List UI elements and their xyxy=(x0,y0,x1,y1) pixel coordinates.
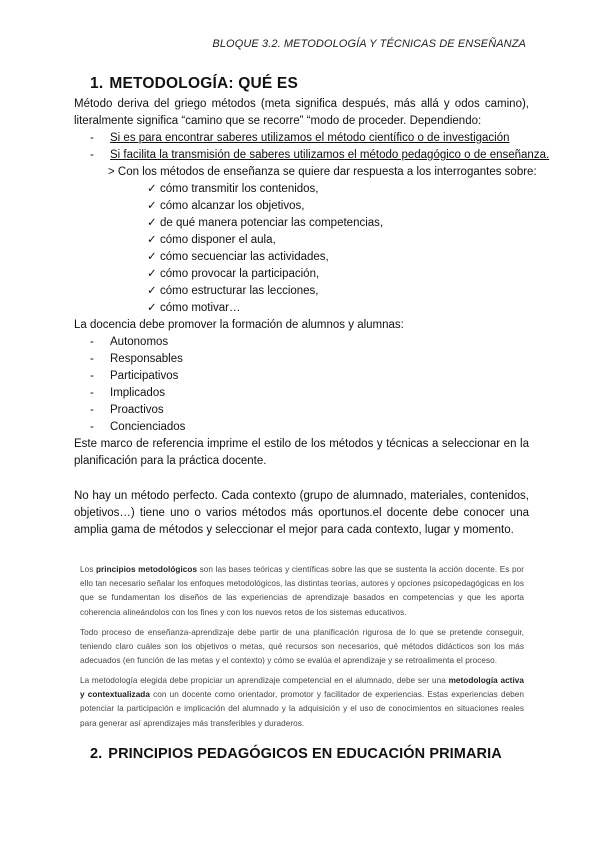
section-1-title: METODOLOGÍA: QUÉ ES xyxy=(109,75,298,92)
question-text: cómo alcanzar los objetivos, xyxy=(160,200,305,212)
qualities-list xyxy=(90,334,185,436)
checkmark-icon: ✓ xyxy=(147,234,157,246)
excerpt-text: Los xyxy=(80,565,96,574)
conditions-list xyxy=(90,130,549,164)
marco-paragraph: Este marco de referencia imprime el estilo de los métodos y técnicas a seleccionar en la planificación para la práctica docente. xyxy=(74,438,529,467)
list-item xyxy=(147,215,383,232)
no-hay-paragraph: No hay un método perfecto. Cada contexto (grupo de alumnado, materiales, contenidos, objetivos…) tiene uno o varios métodos más oportunos.el docente debe conocer una amplia gama de métodos y seleccionar el mejor para cada contexto, lugar y momento. xyxy=(74,490,529,536)
list-item xyxy=(147,300,383,317)
checkmark-icon: ✓ xyxy=(147,251,157,263)
checkmark-icon: ✓ xyxy=(147,302,157,314)
excerpt-paragraph-3 xyxy=(80,674,524,731)
section-1-heading xyxy=(90,75,298,93)
question-text: cómo secuenciar las actividades, xyxy=(160,251,329,263)
checkmark-icon: ✓ xyxy=(147,200,157,212)
checkmark-icon: ✓ xyxy=(147,217,157,229)
excerpt-text: con un docente como orientador, promotor y facilitador de experiencias. Estas experiencias deben potenciar la participación e implicación del alumnado y la adquisición y el uso de conocimientos en situaciones reales para generar así aprendizajes más transferibles y duraderos. xyxy=(80,690,524,728)
list-item xyxy=(147,232,383,249)
list-item: - Responsables xyxy=(90,351,185,368)
condition-text: Si facilita la transmisión de saberes utilizamos el método pedagógico o de enseñanza. xyxy=(110,149,550,161)
question-text: cómo transmitir los contenidos, xyxy=(160,183,319,195)
list-item: - Autonomos xyxy=(90,334,185,351)
list-item xyxy=(90,130,549,147)
excerpt-text: son las bases teóricas y científicas sobre las que se sustenta la acción docente. Es por ello tan necesario señalar los enfoques metodológicos, las distintas teorías, autores y opciones psicopedagógicas en los que se fundamentan los diseños de las experiencias de aprendizaje basados en competencias y que les aporta coherencia alineándolos con los fines y con los nuevos retos de los sistemas educativos. xyxy=(80,565,524,617)
questions-prompt: > Con los métodos de enseñanza se quiere dar respuesta a los interrogantes sobre: xyxy=(108,166,537,178)
excerpt-bold-term: metodología activa y contextualizada xyxy=(80,676,524,700)
condition-text: Si es para encontrar saberes utilizamos el método científico o de investigación xyxy=(110,132,510,144)
question-text: cómo disponer el aula, xyxy=(160,234,276,246)
list-item xyxy=(147,249,383,266)
question-text: de qué manera potenciar las competencias, xyxy=(160,217,384,229)
running-header: BLOQUE 3.2. METODOLOGÍA Y TÉCNICAS DE ENSEÑANZA xyxy=(212,38,526,50)
questions-list xyxy=(147,181,383,317)
checkmark-icon: ✓ xyxy=(147,183,157,195)
checkmark-icon: ✓ xyxy=(147,285,157,297)
excerpt-paragraph-1 xyxy=(80,563,524,620)
list-item xyxy=(147,283,383,300)
intro-paragraph: Método deriva del griego métodos (meta significa después, más allá y odos camino), literalmente significa “camino que se recorre” “modo de proceder. Dependiendo: xyxy=(74,98,529,127)
list-item: - Concienciados xyxy=(90,419,185,436)
list-item: - Proactivos xyxy=(90,402,185,419)
list-item xyxy=(90,147,549,164)
section-2-number: 2. xyxy=(90,746,103,762)
list-item: - Implicados xyxy=(90,385,185,402)
section-2-heading xyxy=(90,746,502,762)
question-text: cómo motivar… xyxy=(160,302,241,314)
question-text: cómo provocar la participación, xyxy=(160,268,320,280)
list-item xyxy=(147,181,383,198)
checkmark-icon: ✓ xyxy=(147,268,157,280)
excerpt-paragraph-2: Todo proceso de enseñanza-aprendizaje debe partir de una planificación rigurosa de lo que se pretende conseguir, teniendo claro cuáles son los objetivos o metas, qué recursos son necesarios, qué métodos didácticos son los más adecuados (en función de las metas y el contexto) y cómo se evalúa el aprendizaje y se retroalimenta el proceso. xyxy=(80,628,524,666)
list-item: - Participativos xyxy=(90,368,185,385)
excerpt-bold-term: principios metodológicos xyxy=(95,565,198,574)
list-item xyxy=(147,198,383,215)
excerpt-text: La metodología elegida debe propiciar un aprendizaje competencial en el alumnado, debe ser una xyxy=(80,676,449,685)
section-2-title: PRINCIPIOS PEDAGÓGICOS EN EDUCACIÓN PRIMARIA xyxy=(108,746,502,762)
docencia-paragraph: La docencia debe promover la formación de alumnos y alumnas: xyxy=(74,319,404,331)
list-item xyxy=(147,266,383,283)
section-1-number: 1. xyxy=(90,75,104,92)
question-text: cómo estructurar las lecciones, xyxy=(160,285,319,297)
